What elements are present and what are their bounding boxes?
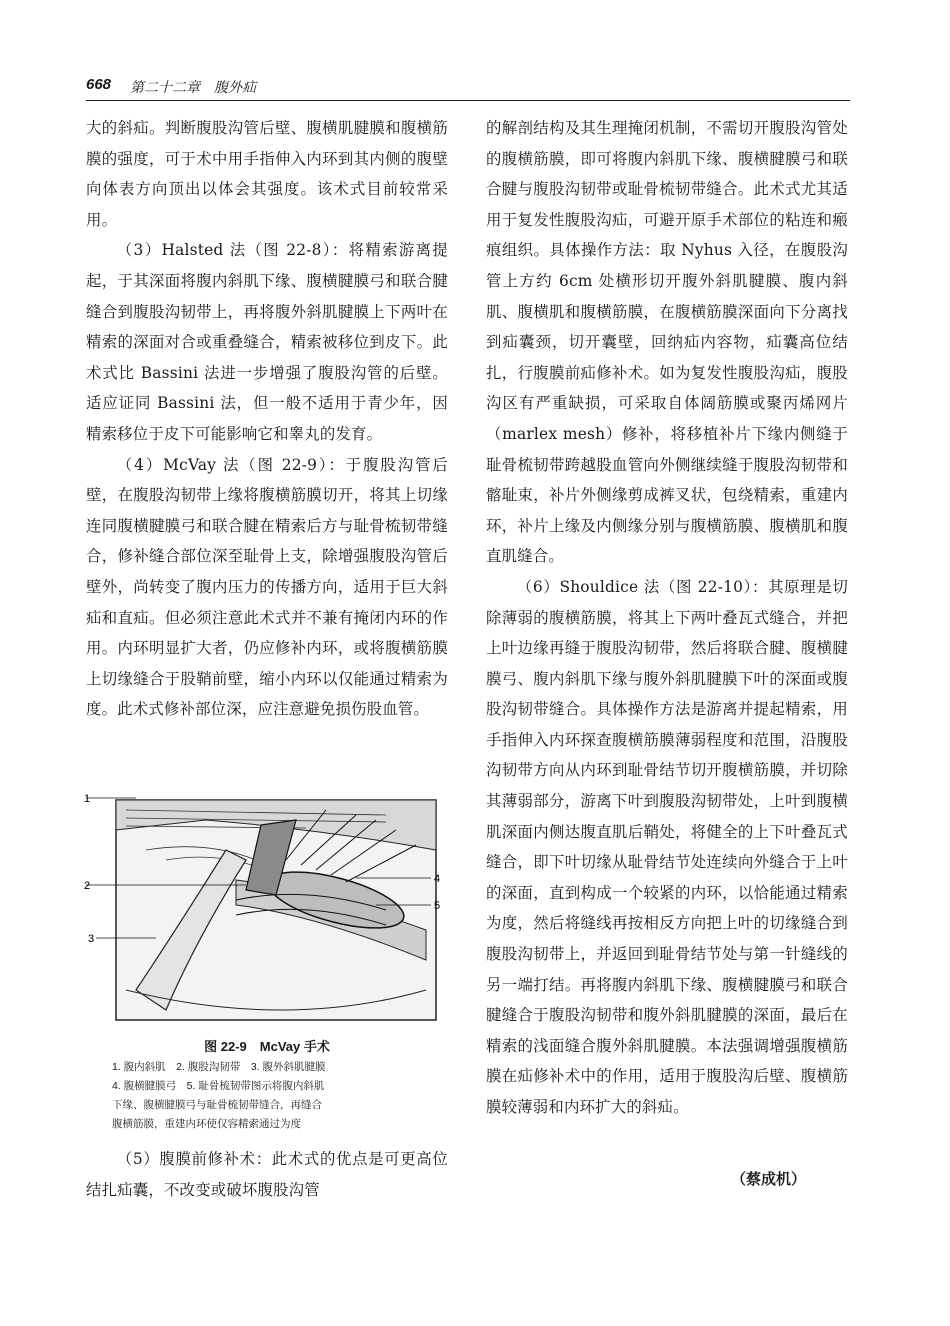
right-column bbox=[486, 113, 848, 1123]
fig-label-3: 3 bbox=[88, 933, 95, 945]
legend-line: 下缘、腹横腱膜弓与耻骨梳韧带缝合，再缝合 bbox=[112, 1099, 322, 1111]
paragraph-mcvay: （4）McVay 法（图 22-9）：于腹股沟管后壁，在腹股沟韧带上缘将腹横筋膜切开，将其上切缘连同腹横腱膜弓和联合腱在精索后方与耻骨梳韧带缝合，修补缝合部位深至耻骨上支，除增强腹股沟管后壁外，尚转变了腹内压力的传播方向，适用于巨大斜疝和直疝。但必须注意此术式并不兼有掩闭内环的作用。内环明显扩大者，仍应修补内环，或将腹横筋膜上切缘缝合于股鞘前壁，缩小内环以仅能通过精索为度。此术式修补部位深，应注意避免损伤股血管。 bbox=[86, 455, 448, 719]
chapter-title: 第二十二章 腹外疝 bbox=[130, 80, 256, 96]
fig-label-1: 1 bbox=[84, 793, 91, 805]
legend-line: 4. 腹横腱膜弓 5. 耻骨梳韧带图示将腹内斜肌 bbox=[112, 1080, 325, 1092]
page-number: 668 bbox=[86, 76, 112, 93]
paragraph: 的解剖结构及其生理掩闭机制，不需切开腹股沟管处的腹横筋膜，即可将腹内斜肌下缘、腹横腱膜弓和联合腱与腹股沟韧带或耻骨梳韧带缝合。此术式尤其适用于复发性腹股沟疝，可避开原手术部位的粘连和瘢痕组织。具体操作方法：取 Nyhus 入径，在腹股沟管上方约 6cm 处横形切开腹外斜肌腱膜、腹内斜肌、腹横肌和腹横筋膜，在腹横筋膜深面向下分离找到疝囊颈，切开囊壁，回纳疝内容物，疝囊高位结扎，行腹膜前疝修补术。如为复发性腹股沟疝，腹股沟区有严重缺损，可采取自体阔筋膜或聚丙烯网片（marlex mesh）修补，将移植补片下缘内侧缝于耻骨梳韧带跨越股血管向外侧继续缝于腹股沟韧带和髂耻束，补片外侧缘剪成裤叉状，包绕精索，重建内环，补片上缘及内侧缘分别与腹横筋膜、腹横肌和腹直肌缝合。 bbox=[486, 119, 848, 566]
figure-legend bbox=[112, 1058, 422, 1134]
left-column-bottom bbox=[86, 1144, 448, 1205]
figure-caption: 图 22-9 McVay 手术 bbox=[204, 1039, 330, 1054]
fig-label-4: 4 bbox=[434, 873, 441, 885]
fig-label-5: 5 bbox=[434, 900, 441, 912]
author-credit: （蔡成机） bbox=[730, 1170, 806, 1188]
legend-line: 腹横筋膜，重建内环使仅容精索通过为度 bbox=[112, 1118, 301, 1130]
running-header bbox=[86, 76, 850, 101]
left-column bbox=[86, 113, 448, 725]
legend-line: 1. 腹内斜肌 2. 腹股沟韧带 3. 腹外斜肌腱膜 bbox=[112, 1061, 326, 1073]
paragraph: 大的斜疝。判断腹股沟管后壁、腹横肌腱膜和腹横筋膜的强度，可于术中用手指伸入内环到其内侧的腹壁向体表方向顶出以体会其强度。该术式目前较常采用。 bbox=[86, 119, 448, 229]
surgical-illustration bbox=[86, 790, 448, 1030]
paragraph-shouldice: （6）Shouldice 法（图 22-10）：其原理是切除薄弱的腹横筋膜，将其上下两叶叠瓦式缝合，并把上叶边缘再缝于腹股沟韧带，然后将联合腱、腹横腱膜弓、腹内斜肌下缘与腹外斜肌腱膜下叶的深面或腹股沟韧带缝合。具体操作方法是游离并提起精索，用手指伸入内环探查腹横筋膜薄弱程度和范围，沿腹股沟韧带方向从内环到耻骨结节切开腹横筋膜，并切除其薄弱部分，游离下叶到腹股沟韧带处，上叶到腹横肌深面内侧达腹直肌后鞘处，将健全的上下叶叠瓦式缝合，即下叶切缘从耻骨结节处连续向外缝合于上叶的深面，直到构成一个较紧的内环，以恰能通过精索为度，然后将缝线再按相反方向把上叶的切缘缝合到腹股沟韧带上，并返回到耻骨结节处与第一针缝线的另一端打结。再将腹内斜肌下缘、腹横腱膜弓和联合腱缝合于腹股沟韧带和腹外斜肌腱膜的深面，最后在精索的浅面缝合腹外斜肌腱膜。本法强调增强腹横筋膜在疝修补术中的作用，适用于腹股沟后壁、腹横筋膜较薄弱和内环扩大的斜疝。 bbox=[486, 577, 848, 1116]
paragraph-halsted: （3）Halsted 法（图 22-8）：将精索游离提起，于其深面将腹内斜肌下缘、腹横腱膜弓和联合腱缝合到腹股沟韧带上，再将腹外斜肌腱膜上下两叶在精索的深面对合或重叠缝合，精索被移位到皮下。此术式比 Bassini 法进一步增强了腹股沟管的后壁。适应证同 Bassini 法，但一般不适用于青少年，因精索移位于皮下可能影响它和睾丸的发育。 bbox=[86, 241, 448, 443]
fig-label-2: 2 bbox=[84, 880, 91, 892]
paragraph-preperitoneal: （5）腹膜前修补术：此术式的优点是可更高位结扎疝囊，不改变或破坏腹股沟管 bbox=[86, 1150, 448, 1199]
